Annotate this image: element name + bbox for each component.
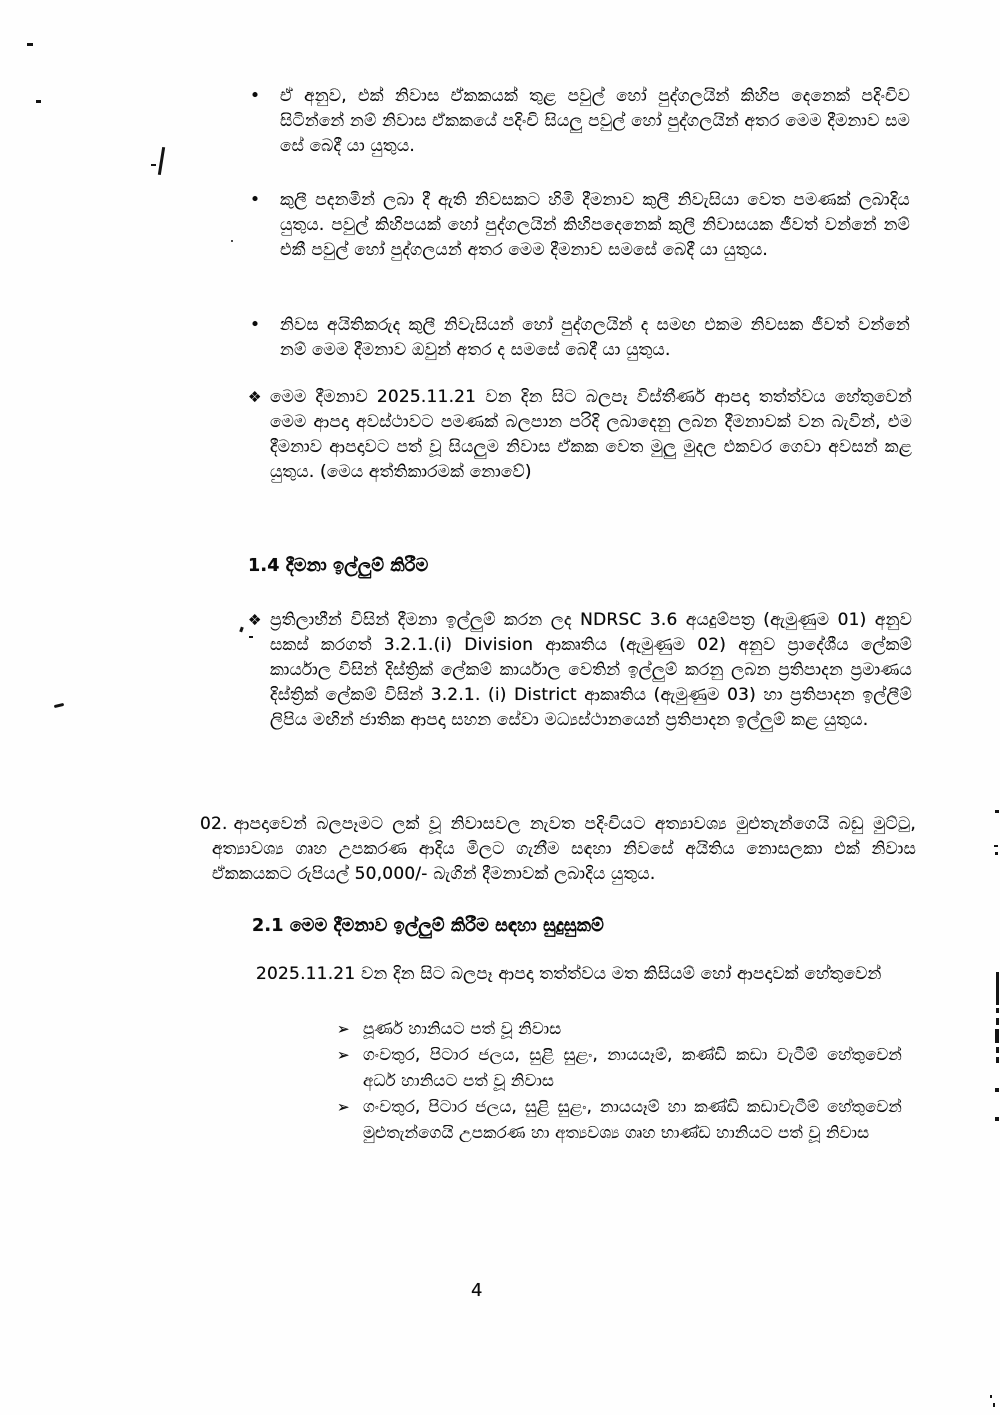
- edge-line: [996, 972, 999, 1005]
- diamond-note-text: මෙම දීමනාව 2025.11.21 වන දින සිට බලපෑ විස්තීර්ණ ආපදා තත්ත්වය හේතුවෙන් මෙම ආපදා අවස්ථාවට පමණක් බලපාන පරිදි ලබාදෙනු ලබන දීමනාවක් වන බැවින්, එම දීමනාව ආපදාවට පත් වූ සියලුම නිවාස ඒකක වෙත මුලු මුදල එකවර ගෙවා අවසන් කළ යුතුය. (මෙය අත්තිකාරමක් නොවේ): [270, 387, 912, 482]
- edge-mark: [994, 845, 998, 847]
- arrow-item: [337, 1094, 902, 1146]
- bullet-item: [250, 188, 910, 263]
- scan-speck: [27, 43, 33, 46]
- edge-mark: [996, 1057, 999, 1063]
- arrow-item-text: ගංවතුර, පිටාර ජලය, සුළි සුළං, නායයෑම්, කණ්ඩි කඩා වැටීම් හේතුවෙන් අර්ධ හානියට පත් වූ නිවාස: [363, 1045, 902, 1090]
- scan-speck: [249, 636, 253, 638]
- edge-mark: [995, 1029, 999, 1043]
- diamond-note: [248, 608, 912, 733]
- handwritten-mark: [158, 147, 165, 175]
- arrow-bullet-icon: ➢: [337, 1046, 350, 1064]
- handwritten-mark: [151, 164, 156, 166]
- round-bullet-icon: •: [250, 86, 261, 106]
- edge-mark: [990, 1395, 992, 1398]
- arrow-item: [337, 1042, 902, 1094]
- arrow-bullet-icon: ➢: [337, 1020, 350, 1038]
- paragraph-2025: 2025.11.21 වන දින සිට බලපෑ ආපදා තත්ත්වය මත කිසියම් හෝ ආපදාවක් හේතුවෙන්: [256, 964, 882, 984]
- item-number: 02.: [200, 814, 228, 834]
- handwritten-mark: [54, 703, 64, 708]
- edge-mark: [996, 1008, 999, 1013]
- diamond-bullet-icon: ❖: [248, 611, 262, 629]
- page-number: 4: [471, 1280, 483, 1301]
- diamond-bullet-icon: ❖: [248, 388, 262, 406]
- round-bullet-icon: •: [250, 190, 261, 210]
- bullet-text: කුලී පදනමින් ලබා දී ඇති නිවසකට හිමි දීමනාව කුලී නිවැසියා වෙත පමණක් ලබාදිය යුතුය. පවුල් කිහිපයක් හෝ පුද්ගලයින් කිහිපදෙනෙක් කුලී නිවාසයක ජීවත් වන්නේ නම් එකී පවුල් හෝ පුද්ගලයන් අතර මෙම දීමනාව සමසේ බෙදී යා යුතුය.: [280, 190, 910, 260]
- edge-mark: [995, 852, 998, 855]
- bullet-text: නිවස අයිතිකරුද කුලී නිවැසියන් හෝ පුද්ගලයින් ද සමඟ එකම නිවසක ජීවත් වන්නේ නම් මෙම දීමනාව ඔවුන් අතර ද සමසේ බෙදී යා යුතුය.: [280, 315, 910, 360]
- diamond-note: [248, 385, 912, 485]
- round-bullet-icon: •: [250, 315, 261, 335]
- edge-mark: [996, 1047, 999, 1053]
- scan-speck: [231, 240, 233, 242]
- edge-mark: [995, 810, 999, 813]
- bullet-text: ඒ අනුව, එක් නිවාස ඒකකයක් තුළ පවුල් හෝ පුද්ගලයින් කිහිප දෙනෙක් පදිංචිව සිටින්නේ නම් නිවාස ඒකකයේ පදිංචි සියලු පවුල් හෝ පුද්ගලයින් අතර මෙම දීමනාව සම සේ බෙදී යා යුතුය.: [280, 86, 910, 156]
- edge-mark: [995, 1117, 999, 1121]
- bullet-item: [250, 84, 910, 159]
- item-text: ආපදාවෙන් බලපෑමට ලක් වූ නිවාසවල නැවත පදිංචියට අත්‍යාවශ්‍ය මුළුතැන්ගෙයි බඩු මුට්ටු, අත්‍යාවශ්‍ය ගෘහ උපකරණ ආදිය මිලට ගැනීම සඳහා නිවසේ අයිතිය නොසලකා එක් නිවාස ඒකකයකට රුපියල් 50,000/- බැගින් දීමනාවක් ලබාදිය යුතුය.: [212, 814, 916, 884]
- edge-mark: [993, 1403, 995, 1407]
- section-heading-2-1: 2.1 මෙම දීමනාව ඉල්ලුම් කිරීම සඳහා සුදුසුකම්: [252, 916, 604, 936]
- scan-speck: [239, 627, 244, 633]
- arrow-item-text: ගංවතුර, පිටාර ජලය, සුළි සුළං, නායයෑම් හා කණ්ඩි කඩාවැටීම් හේතුවෙන් මුළුතැන්ගෙයි උපකරණ හා අත්‍යවශ්‍ය ගෘහ භාණ්ඩ හානියට පත් වූ නිවාස: [363, 1097, 902, 1142]
- scan-speck: [36, 100, 41, 103]
- numbered-item-02: [200, 812, 916, 887]
- arrow-item: [337, 1016, 902, 1042]
- arrow-bullet-icon: ➢: [337, 1098, 350, 1116]
- edge-mark: [995, 1088, 999, 1092]
- bullet-item: [250, 313, 910, 363]
- arrow-item-text: පූර්ණ හානියට පත් වූ නිවාස: [363, 1019, 562, 1038]
- diamond-note-text: ප්‍රතිලාභීන් විසින් දීමනා ඉල්ලුම් කරන ලද NDRSC 3.6 අයදුම්පත්‍ර (ඇමුණුම 01) අනුව සකස් කරගත් 3.2.1.(i) Division ආකෘතිය (ඇමුණුම 02) අනුව ප්‍රාදේශීය ලේකම් කාර්යාල විසින් දිස්ත්‍රික් ලේකම් කාර්යාල වෙතින් ඉල්ලුම් කරනු ලබන ප්‍රතිපාදන ප්‍රමාණය දිස්ත්‍රික් ලේකම් විසින් 3.2.1. (i) District ආකෘතිය (ඇමුණුම 03) හා ප්‍රතිපාදන ඉල්ලීම් ලිපිය මඟින් ජාතික ආපදා සහන සේවා මධ්‍යස්ථානයෙන් ප්‍රතිපාදන ඉල්ලුම් කළ යුතුය.: [270, 610, 912, 730]
- edge-mark: [996, 1018, 999, 1025]
- section-heading-1-4: 1.4 දීමනා ඉල්ලුම් කිරීම: [248, 556, 429, 576]
